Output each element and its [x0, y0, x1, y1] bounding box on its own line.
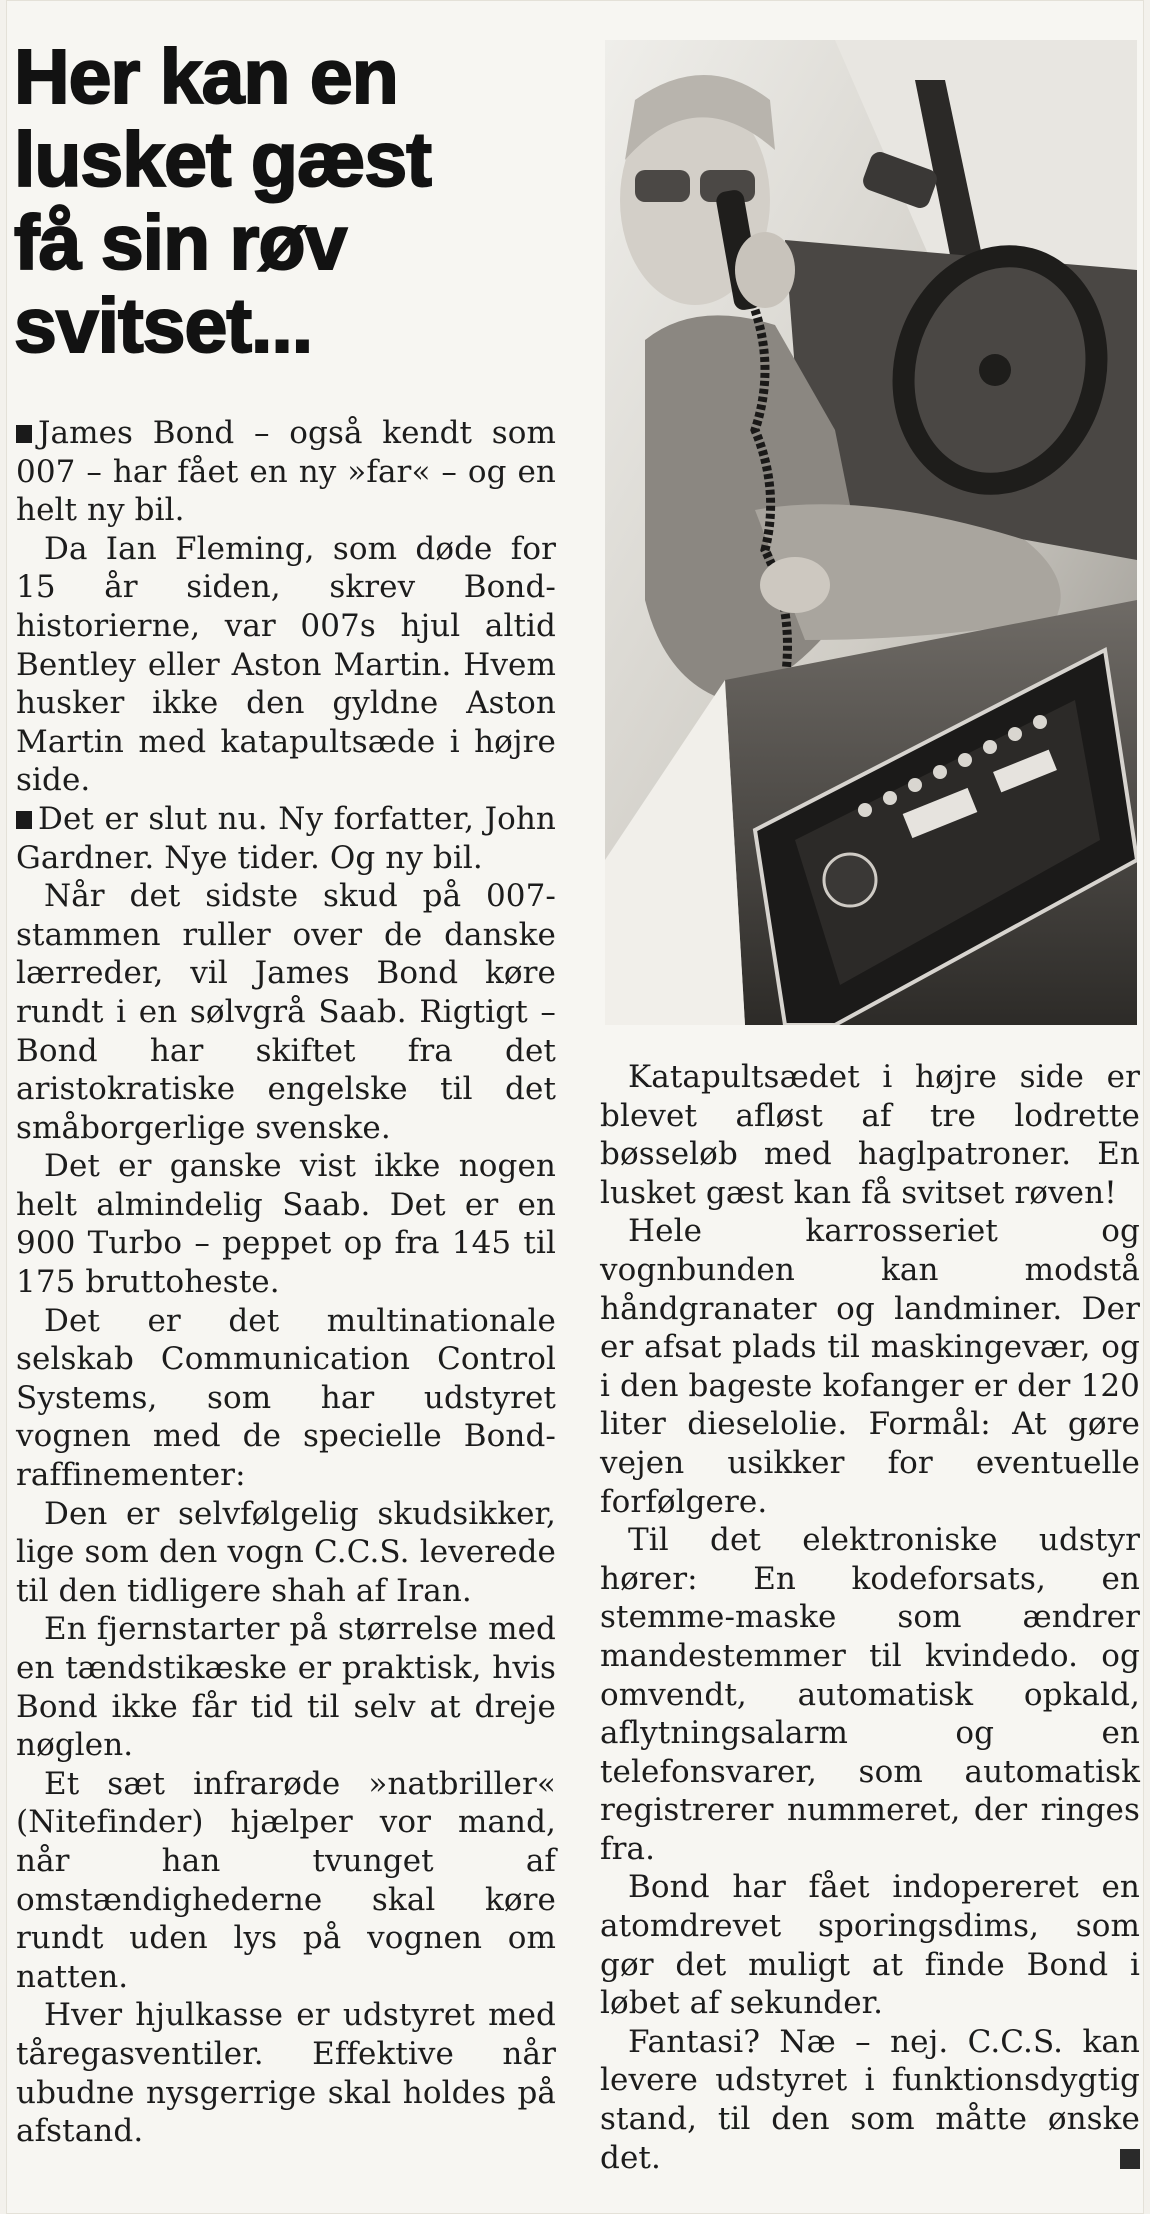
paragraph-text: Det er ganske vist ikke nogen helt almindelig Saab. Det er en 900 Turbo – peppet op fra 145 til 175 bruttoheste. [16, 1148, 556, 1301]
right-column [600, 1058, 1140, 2177]
paragraph-text: Hver hjulkasse er udstyret med tåregasventiler. Effektive når ubudne nysgerrige skal holdes på afstand. [16, 1997, 556, 2150]
article-paragraph [600, 2023, 1140, 2177]
paragraph-text: Til det elektroniske udstyr hører: En kodeforsats, en stemme-maske som ændrer mandestemmer til kvindedo. og omvendt, automatisk opkald, aflytningsalarm og en telefonsvarer, som automatisk registrerer nummeret, der ringes fra. [600, 1522, 1140, 1867]
paragraph-text: Det er slut nu. Ny forfatter, John Gardner. Nye tider. Og ny bil. [16, 800, 556, 876]
article-paragraph [16, 1610, 556, 1764]
paragraph-text: Et sæt infrarøde »natbriller« (Nitefinder) hjælper vor mand, når han tvunget af omstændighederne skal køre rundt uden lys på vognen om natten. [16, 1765, 556, 1995]
article-photo [605, 40, 1137, 1025]
article-paragraph [600, 1868, 1140, 2022]
article-paragraph [600, 1521, 1140, 1868]
article-paragraph [16, 1765, 556, 1997]
article-paragraph [600, 1058, 1140, 1212]
paragraph-text: Bond har fået indopereret en atomdrevet sporingsdims, som gør det muligt at finde Bond i løbet af sekunder. [600, 1869, 1140, 2022]
article-paragraph [16, 1495, 556, 1611]
paragraph-text: Det er det multinationale selskab Communication Control Systems, som har udstyret vognen med de specielle Bond-raffinementer: [16, 1302, 556, 1494]
paragraph-text: Da Ian Fleming, som døde for 15 år siden, skrev Bond-historierne, var 007s hjul altid Bentley eller Aston Martin. Hvem husker ikke den gyldne Aston Martin med katapultsæde i højre side. [16, 530, 556, 799]
article-paragraph [16, 530, 556, 800]
paragraph-text: En fjernstarter på størrelse med en tændstikæske er praktisk, hvis Bond ikke får tid til selv at dreje nøglen. [16, 1611, 556, 1764]
article-paragraph [16, 1996, 556, 2150]
headline: Her kan en lusket gæst få sin røv svitset... [14, 34, 431, 369]
paragraph-text: Den er selvfølgelig skudsikker, lige som den vogn C.C.S. leverede til den tidligere shah af Iran. [16, 1495, 556, 1609]
paragraph-text: Katapultsædet i højre side er blevet afløst af tre lodrette bøsseløb med haglpatroner. En lusket gæst kan få svitset røven! [600, 1059, 1140, 1211]
paragraph-marker-icon [16, 425, 32, 443]
paragraph-marker-icon [16, 811, 32, 829]
article-paragraph [16, 414, 556, 530]
article-paragraph [16, 800, 556, 877]
article-paragraph [600, 1212, 1140, 1521]
paragraph-text: Fantasi? Næ – nej. C.C.S. kan levere udstyret i funktionsdygtig stand, til den som måtte ønske det. [600, 2023, 1140, 2176]
paragraph-text: Hele karrosseriet og vognbunden kan modstå håndgranater og landminer. Der er afsat plads til maskingevær, og i den bageste kofanger er der 120 liter dieselolie. Formål: At gøre vejen usikker for eventuelle forfølgere. [600, 1213, 1140, 1520]
article-paragraph [16, 877, 556, 1147]
article-paragraph [16, 1147, 556, 1301]
left-column [16, 414, 556, 2151]
end-of-article-icon [1120, 2149, 1140, 2169]
photo-man-with-car-phone-icon [605, 40, 1137, 1025]
article-paragraph [16, 1302, 556, 1495]
paragraph-text: Når det sidste skud på 007-stammen ruller over de danske lærreder, vil James Bond køre rundt i en sølvgrå Saab. Rigtigt – Bond har skiftet fra det aristokratiske engelske til det småborgerlige svenske. [16, 878, 556, 1146]
paragraph-text: James Bond – også kendt som 007 – har fået en ny »far« – og en helt ny bil. [16, 415, 556, 529]
